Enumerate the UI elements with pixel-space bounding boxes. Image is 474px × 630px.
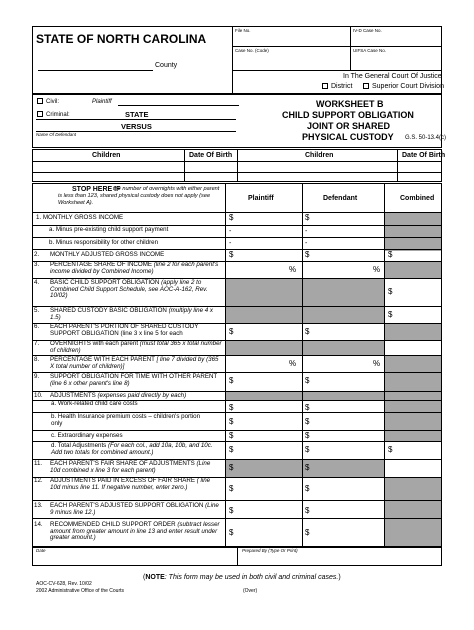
r14-defendant-dollar[interactable]: $ bbox=[305, 528, 310, 537]
stop-here-bold: STOP HERE IF bbox=[72, 186, 121, 193]
over-label: (Over) bbox=[243, 588, 258, 594]
row-8-title: PERCENTAGE WITH EACH PARENT bbox=[50, 356, 157, 363]
r5-combined-dollar[interactable]: $ bbox=[388, 310, 393, 319]
r11-defendant-dollar[interactable]: $ bbox=[305, 463, 310, 472]
row-7-title: OVERNIGHTS with each parent bbox=[50, 340, 140, 347]
row-1a-label: a. Minus pre-existing child support payment bbox=[49, 226, 169, 233]
r1-defendant-dollar[interactable]: $ bbox=[305, 213, 310, 222]
r10a-defendant-dollar[interactable]: $ bbox=[305, 403, 310, 412]
form-number: AOC-CV-628, Rev. 10/02 bbox=[36, 581, 92, 587]
row-4-title: BASIC CHILD SUPPORT OBLIGATION bbox=[50, 279, 162, 286]
r10b-plaintiff-dollar[interactable]: $ bbox=[229, 417, 234, 426]
row-divider bbox=[32, 430, 442, 431]
r10d-combined-dollar[interactable]: $ bbox=[388, 445, 393, 454]
worksheet-subtitle: CHILD SUPPORT OBLIGATION bbox=[282, 110, 414, 120]
custody-type-title: JOINT OR SHARED bbox=[307, 121, 391, 131]
r10b-defendant-dollar[interactable]: $ bbox=[305, 417, 310, 426]
r10a-plaintiff-dollar[interactable]: $ bbox=[229, 403, 234, 412]
row-5-title: SHARED CUSTODY BASIC OBLIGATION bbox=[50, 307, 169, 314]
children-header-2: Children bbox=[305, 152, 334, 159]
court-label: In The General Court Of Justice bbox=[343, 73, 442, 80]
row-4-num: 4. bbox=[34, 279, 40, 286]
r13-defendant-dollar[interactable]: $ bbox=[305, 506, 310, 515]
row-13-title: EACH PARENT'S ADJUSTED SUPPORT OBLIGATION bbox=[50, 502, 206, 509]
row-10a-label: a. Work-related child care costs bbox=[51, 400, 138, 407]
row-divider bbox=[32, 237, 442, 238]
header-divider-2 bbox=[350, 26, 351, 70]
district-checkbox[interactable] bbox=[322, 83, 328, 89]
row-14-note: (subtract lesser amount from greater amount in line 13 and enter result under greater amount.) bbox=[50, 521, 220, 542]
r3-defendant-percent[interactable]: % bbox=[373, 265, 381, 274]
row-13-label bbox=[50, 503, 222, 516]
row-divider bbox=[32, 249, 442, 250]
r10d-plaintiff-dollar[interactable]: $ bbox=[229, 445, 234, 454]
children-vline-3 bbox=[397, 149, 398, 182]
row-1-label: 1. MONTHLY GROSS INCOME bbox=[36, 214, 124, 221]
case-no-label: Case No. (Code) bbox=[235, 48, 269, 53]
r8-plaintiff-percent[interactable]: % bbox=[289, 359, 297, 368]
row-9-num: 9. bbox=[34, 373, 40, 380]
r2-combined-dollar[interactable]: $ bbox=[388, 250, 393, 259]
row-2-num: 2. bbox=[34, 251, 40, 258]
civil-label: Civil: bbox=[46, 99, 59, 105]
prepared-by-label: Prepared By (Type Or Print) bbox=[242, 548, 298, 553]
header-hline bbox=[232, 46, 442, 47]
custody-type-title-2: PHYSICAL CUSTODY bbox=[302, 132, 394, 142]
r12-plaintiff-dollar[interactable]: $ bbox=[229, 484, 234, 493]
row-12-note: ( line 10d minus line 11. If negative number, enter zero.) bbox=[50, 477, 211, 491]
col-defendant: Defendant bbox=[323, 195, 358, 202]
row-6-num: 6. bbox=[34, 323, 40, 330]
row-10d-note: (For each col., add 10a, 10b, and 10c. Add two totals for combined amount.) bbox=[51, 442, 213, 456]
r10c-defendant-dollar[interactable]: $ bbox=[305, 431, 310, 440]
stop-here-text: the number of overnights with either parent is less than 123, shared physical custody does not apply (see Worksheet A). bbox=[58, 186, 220, 206]
row-13-note: (Line 9 minus line 12.) bbox=[50, 502, 219, 516]
versus-label: VERSUS bbox=[121, 122, 152, 131]
r1a-defendant-dash[interactable]: - bbox=[305, 228, 308, 235]
row-2-label: MONTHLY ADJUSTED GROSS INCOME bbox=[50, 251, 165, 258]
civil-checkbox[interactable] bbox=[37, 98, 43, 104]
state-title: STATE OF NORTH CAROLINA bbox=[36, 32, 207, 46]
date-label: Date bbox=[36, 548, 46, 553]
r4-combined-dollar[interactable]: $ bbox=[388, 287, 393, 296]
defendant-label: Name Of Defendant bbox=[36, 132, 77, 137]
row-8-num: 8. bbox=[34, 356, 40, 363]
row-3-label bbox=[50, 262, 222, 275]
r6-defendant-dollar[interactable]: $ bbox=[305, 327, 310, 336]
note-bold: NOTE bbox=[145, 574, 165, 581]
r13-plaintiff-dollar[interactable]: $ bbox=[229, 506, 234, 515]
county-line[interactable] bbox=[38, 70, 153, 71]
row-10-title: ADJUSTMENTS bbox=[50, 392, 98, 399]
r2-defendant-dollar[interactable]: $ bbox=[305, 250, 310, 259]
r10d-defendant-dollar[interactable]: $ bbox=[305, 445, 310, 454]
row-4-note: (apply line 2 to Combined Child Support Schedule, see AOC-A-162, Rev. 10/02) bbox=[50, 279, 208, 300]
ivd-case-no-label: IV-D Case No. bbox=[353, 28, 382, 33]
signature-divider bbox=[237, 547, 238, 566]
note-body: : This form may be used in both civil and criminal cases. bbox=[164, 574, 339, 581]
row-13-num: 13. bbox=[34, 502, 43, 509]
row-10-num: 10. bbox=[34, 392, 43, 399]
row-3-title: PERCENTAGE SHARE OF INCOME bbox=[50, 261, 154, 268]
criminal-checkbox[interactable] bbox=[37, 111, 43, 117]
county-label: County bbox=[155, 62, 178, 69]
row-11-title: EACH PARENT'S FAIR SHARE OF ADJUSTMENTS bbox=[50, 460, 197, 467]
row-7-label bbox=[50, 341, 222, 354]
r1-plaintiff-dollar[interactable]: $ bbox=[229, 213, 234, 222]
office-label: 2002 Administrative Office of the Courts bbox=[36, 588, 125, 594]
superior-label: Superior Court Division bbox=[372, 83, 444, 90]
row-14-num: 14. bbox=[34, 521, 43, 528]
r6-plaintiff-dollar[interactable]: $ bbox=[229, 327, 234, 336]
dob-header-2: Date Of Birth bbox=[402, 152, 446, 159]
row-6-label: EACH PARENT'S PORTION OF SHARED CUSTODY SUPPORT OBLIGATION (line 3 x line 5 for each bbox=[50, 323, 199, 337]
row-10-label bbox=[50, 393, 222, 400]
row-12-label bbox=[50, 478, 222, 491]
r12-defendant-dollar[interactable]: $ bbox=[305, 484, 310, 493]
r9-defendant-dollar[interactable]: $ bbox=[305, 376, 310, 385]
row-5-label bbox=[50, 308, 222, 321]
row-10b-label: b. Health Insurance premium costs – children's portion only bbox=[51, 413, 201, 427]
row-4-label bbox=[50, 280, 222, 300]
row-10d-label bbox=[51, 443, 223, 456]
row-7-num: 7. bbox=[34, 340, 40, 347]
state-party: STATE bbox=[125, 110, 149, 119]
row-10d-title: d. Total Adjustments bbox=[51, 442, 108, 449]
row-5-num: 5. bbox=[34, 307, 40, 314]
row-8-label bbox=[50, 357, 222, 370]
r1b-plaintiff-dash[interactable]: - bbox=[229, 240, 232, 247]
r14-plaintiff-dollar[interactable]: $ bbox=[229, 528, 234, 537]
children-vline bbox=[184, 149, 185, 182]
superior-checkbox[interactable] bbox=[363, 83, 369, 89]
row-5-note: (multiply line 4 x 1.5) bbox=[50, 307, 213, 321]
row-divider bbox=[32, 212, 442, 213]
uifsa-case-no-label: UIFSA Case No. bbox=[353, 48, 387, 53]
note-text bbox=[143, 574, 341, 581]
parties-line bbox=[36, 119, 236, 120]
row-3-note: (line 2 for each parent's income divided by Combined Income) bbox=[50, 261, 219, 275]
row-9-note: (line 6 x other parent's line 8) bbox=[50, 379, 130, 387]
dob-header: Date Of Birth bbox=[189, 152, 233, 159]
row-3-num: 3. bbox=[34, 261, 40, 268]
plaintiff-label: Plaintiff bbox=[92, 99, 112, 105]
district-label: District bbox=[331, 83, 353, 90]
col-plaintiff: Plaintiff bbox=[248, 195, 274, 202]
worksheet-title: WORKSHEET B bbox=[316, 99, 384, 109]
row-divider bbox=[32, 500, 442, 501]
r1a-plaintiff-dash[interactable]: - bbox=[229, 228, 232, 235]
r8-defendant-percent[interactable]: % bbox=[373, 359, 381, 368]
file-no-label: File No. bbox=[235, 28, 251, 33]
row-12-title: ADJUSTMENTS PAID IN EXCESS OF FAIR SHARE bbox=[50, 477, 197, 484]
r9-plaintiff-dollar[interactable]: $ bbox=[229, 376, 234, 385]
row-9-label bbox=[50, 374, 222, 387]
children-vline-2 bbox=[237, 149, 238, 182]
row-8-note: [ line 7 divided by (365 X total number of children)] bbox=[50, 356, 219, 370]
note-open: ( bbox=[143, 574, 146, 581]
criminal-label: Criminal: bbox=[46, 112, 70, 118]
r2-plaintiff-dollar[interactable]: $ bbox=[229, 250, 234, 259]
header-hline-2 bbox=[232, 70, 442, 71]
col-combined: Combined bbox=[400, 195, 435, 202]
row-11-label bbox=[50, 461, 222, 474]
row-9-title: SUPPORT OBLIGATION FOR TIME WITH OTHER PARENT bbox=[50, 373, 218, 380]
plaintiff-line[interactable] bbox=[118, 105, 239, 106]
row-7-note: (must total 365 x total number of children) bbox=[50, 340, 222, 354]
r10c-plaintiff-dollar[interactable]: $ bbox=[229, 431, 234, 440]
row-10-note: (expenses paid directly by each) bbox=[97, 392, 187, 399]
row-11-num: 11. bbox=[34, 460, 43, 467]
row-14-label bbox=[50, 522, 222, 542]
r3-plaintiff-percent[interactable]: % bbox=[289, 265, 297, 274]
r11-plaintiff-dollar[interactable]: $ bbox=[229, 463, 234, 472]
row-divider bbox=[32, 518, 442, 519]
note-close: ) bbox=[338, 574, 341, 581]
row-10c-label: c. Extraordinary expenses bbox=[51, 432, 123, 439]
row-14-title: RECOMMENDED CHILD SUPPORT ORDER bbox=[50, 521, 178, 528]
header-divider bbox=[232, 26, 233, 94]
row-12-num: 12. bbox=[34, 477, 43, 484]
r1b-defendant-dash[interactable]: - bbox=[305, 240, 308, 247]
statute-ref: G.S. 50-13.4(c) bbox=[405, 135, 447, 141]
children-header: Children bbox=[92, 152, 121, 159]
row-11-note: (Line 10d combined x line 3 for each parent) bbox=[50, 460, 211, 474]
row-1b-label: b. Minus responsibility for other children bbox=[49, 239, 159, 246]
